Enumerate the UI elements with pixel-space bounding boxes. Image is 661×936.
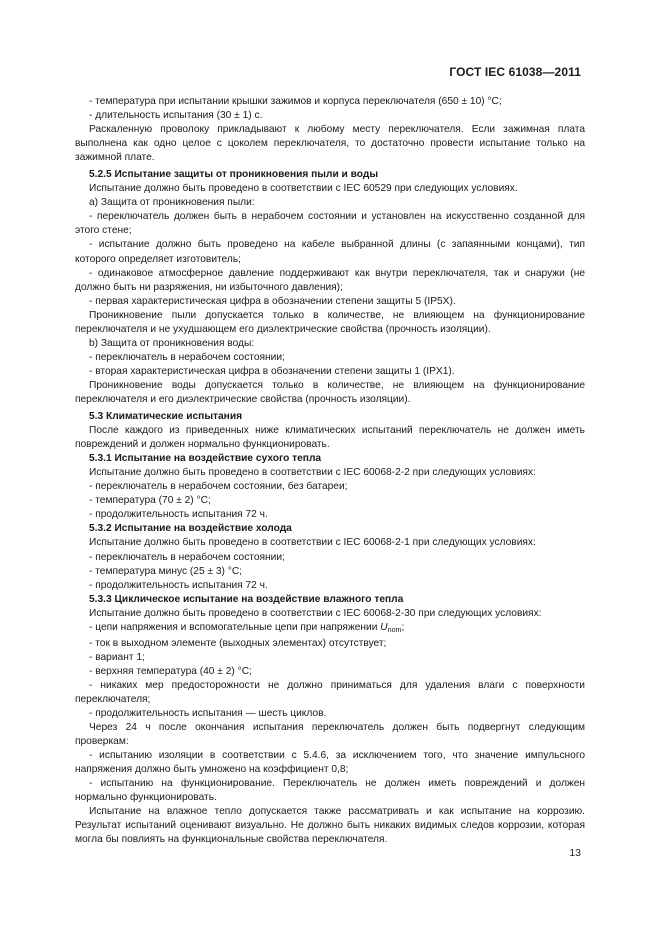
paragraph: - верхняя температура (40 ± 2) °С; <box>89 665 252 677</box>
paragraph: а) Защита от проникновения пыли: <box>89 197 255 209</box>
page-body <box>75 95 585 847</box>
paragraph: b) Защита от проникновения воды: <box>89 337 255 349</box>
paragraph: - первая характеристическая цифра в обозначении степени защиты 5 (IP5X). <box>89 295 456 307</box>
paragraph: - переключатель в нерабочем состоянии, без батареи; <box>89 481 348 493</box>
paragraph: Проникновение пыли допускается только в количестве, не влияющем на функционирование переключателя и не ухудшающем его диэлектрические свойства (прочность изоляции). <box>75 309 585 335</box>
section-heading-5-2-5: 5.2.5 Испытание защиты от проникновения пыли и воды <box>89 169 379 181</box>
paragraph: - испытанию на функционирование. Переключатель не должен иметь повреждений и должен нормально функционировать. <box>75 778 585 804</box>
section-heading-5-3: 5.3 Климатические испытания <box>89 411 243 423</box>
text-fragment: ; <box>401 621 405 633</box>
paragraph: - температура (70 ± 2) °С; <box>89 495 211 507</box>
paragraph: - вторая характеристическая цифра в обозначении степени защиты 1 (IPX1). <box>89 365 455 377</box>
document-header: ГОСТ IEC 61038—2011 <box>449 65 581 79</box>
paragraph: Испытание на влажное тепло допускается также рассматривать и как испытание на коррозию. Результат испытаний оценивают визуально. Не должно быть никаких видимых следов коррозии, которая могла бы повлиять на функциональные свойства переключателя. <box>75 806 585 846</box>
paragraph: - вариант 1; <box>89 651 145 663</box>
section-heading-5-3-3: 5.3.3 Циклическое испытание на воздействие влажного тепла <box>89 593 404 605</box>
paragraph: - температура при испытании крышки зажимов и корпуса переключателя (650 ± 10) °С; <box>89 96 502 107</box>
page-number: 13 <box>569 847 581 859</box>
paragraph: Проникновение воды допускается только в количестве, не влияющем на функционирование переключателя и его диэлектрические свойства (прочность изоляции). <box>75 379 585 405</box>
paragraph: - переключатель в нерабочем состоянии; <box>89 351 285 363</box>
paragraph: - переключатель в нерабочем состоянии; <box>89 551 285 563</box>
paragraph-voltage <box>75 621 585 637</box>
paragraph: - длительность испытания (30 ± 1) с. <box>89 110 263 122</box>
paragraph: Испытание должно быть проведено в соответствии с IEC 60068-2-30 при следующих условиях: <box>89 607 542 619</box>
paragraph: - продолжительность испытания 72 ч. <box>89 579 268 591</box>
paragraph: - температура минус (25 ± 3) °С; <box>89 565 243 577</box>
paragraph: - продолжительность испытания 72 ч. <box>89 509 268 521</box>
paragraph: - испытание должно быть проведено на кабеле выбранной длины (с запаянными концами), тип которого определяет изготовитель; <box>75 239 585 265</box>
paragraph: - переключатель должен быть в нерабочем состоянии и установлен на искусственно созданной для этого стене; <box>75 211 585 237</box>
section-heading-5-3-2: 5.3.2 Испытание на воздействие холода <box>89 523 292 535</box>
paragraph: - ток в выходном элементе (выходных элементах) отсутствует; <box>89 637 387 649</box>
paragraph: Испытание должно быть проведено в соответствии с IEC 60068-2-2 при следующих условиях: <box>89 467 536 479</box>
paragraph: - испытанию изоляции в соответствии с 5.4.6, за исключением того, что значение импульсного напряжения должно быть умножено на коэффициент 0,8; <box>75 749 585 775</box>
paragraph: - никаких мер предосторожности не должно приниматься для удаления влаги с поверхности переключателя; <box>75 679 585 705</box>
paragraph: Испытание должно быть проведено в соответствии с IEC 60529 при следующих условиях. <box>89 183 518 195</box>
paragraph: Через 24 ч после окончания испытания переключатель должен быть подвергнут следующим проверкам: <box>75 721 585 747</box>
paragraph: После каждого из приведенных ниже климатических испытаний переключатель не должен иметь повреждений и должен нормально функционировать. <box>75 425 585 451</box>
paragraph: - продолжительность испытания — шесть циклов. <box>89 707 327 719</box>
section-heading-5-3-1: 5.3.1 Испытание на воздействие сухого тепла <box>89 453 322 465</box>
voltage-symbol: U <box>380 621 388 633</box>
text-fragment: - цепи напряжения и вспомогательные цепи при напряжении <box>89 621 381 633</box>
paragraph: Испытание должно быть проведено в соответствии с IEC 60068-2-1 при следующих условиях: <box>89 537 536 549</box>
paragraph: - одинаковое атмосферное давление поддерживают как внутри переключателя, так и снаружи (не должно быть ни разряжения, ни избыточного давления); <box>75 267 585 293</box>
voltage-subscript: nom <box>387 625 402 634</box>
paragraph: Раскаленную проволоку прикладывают к любому месту переключателя. Если зажимная плата выполнена как одно целое с цоколем переключателя, то достаточно провести испытание только на зажимной плате. <box>75 124 585 164</box>
